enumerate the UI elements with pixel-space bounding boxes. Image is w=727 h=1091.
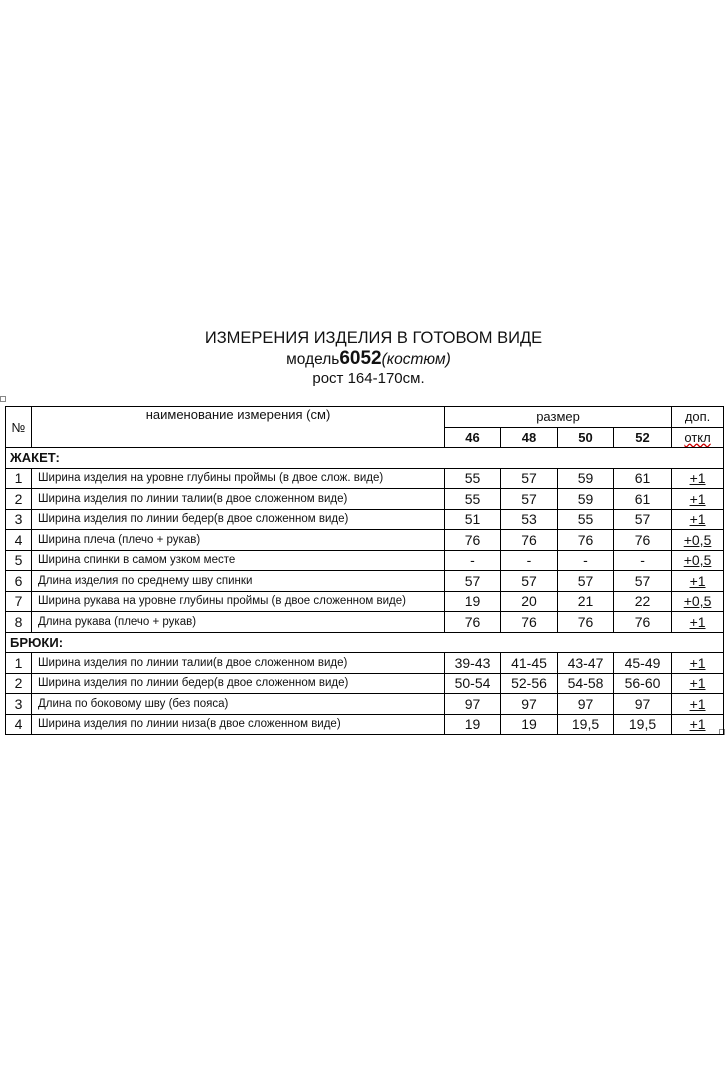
size-50-value: 55	[558, 509, 614, 530]
size-52-value: 76	[614, 612, 672, 633]
size-52-value: 97	[614, 694, 672, 715]
size-52-value: 22	[614, 591, 672, 612]
tolerance-cell	[672, 530, 724, 551]
size-50-value: 76	[558, 530, 614, 551]
row-number: 7	[6, 591, 32, 612]
table-row	[6, 550, 724, 571]
header-row	[6, 407, 724, 428]
tolerance-value: +1	[689, 511, 706, 528]
model-number: 6052	[339, 348, 382, 369]
size-50-value: -	[558, 550, 614, 571]
section-header-row	[6, 448, 724, 469]
measurement-name: Ширина изделия на уровне глубины проймы (в двое слож. виде)	[32, 468, 445, 489]
row-number: 2	[6, 489, 32, 510]
size-46-value: 76	[445, 530, 501, 551]
tolerance-value: +1	[689, 675, 706, 692]
tolerance-value: +1	[689, 716, 706, 733]
size-46-header: 46	[445, 427, 501, 448]
size-50-value: 76	[558, 612, 614, 633]
tolerance-cell	[672, 509, 724, 530]
tolerance-cell	[672, 489, 724, 510]
size-46-value: -	[445, 550, 501, 571]
row-number: 3	[6, 694, 32, 715]
measurement-name: Ширина изделия по линии талии(в двое сложенном виде)	[32, 653, 445, 674]
row-number: 8	[6, 612, 32, 633]
tolerance-value: +0,5	[683, 531, 712, 548]
measurement-name: Ширина изделия по линии бедер(в двое сложенном виде)	[32, 673, 445, 694]
tolerance-cell	[672, 694, 724, 715]
tolerance-cell	[672, 673, 724, 694]
section-title: БРЮКИ:	[6, 632, 724, 653]
column-header-extra: доп.	[672, 407, 724, 428]
size-52-value: 56-60	[614, 673, 672, 694]
measurement-name: Ширина изделия по линии талии(в двое сложенном виде)	[32, 489, 445, 510]
size-46-value: 19	[445, 714, 501, 735]
height-range: рост 164-170см.	[312, 370, 425, 387]
size-50-header: 50	[558, 427, 614, 448]
size-48-value: 76	[501, 530, 558, 551]
size-52-value: 61	[614, 468, 672, 489]
tolerance-value: +1	[689, 490, 706, 507]
size-48-value: 76	[501, 612, 558, 633]
tolerance-cell	[672, 653, 724, 674]
row-number: 4	[6, 714, 32, 735]
row-number: 4	[6, 530, 32, 551]
column-header-name: наименование измерения (см)	[32, 407, 445, 448]
measurement-name: Ширина спинки в самом узком месте	[32, 550, 445, 571]
section-title: ЖАКЕТ:	[6, 448, 724, 469]
model-prefix: модель	[286, 351, 340, 368]
tolerance-value: +0,5	[683, 593, 712, 610]
size-46-value: 55	[445, 468, 501, 489]
measurement-name: Длина изделия по среднему шву спинки	[32, 571, 445, 592]
tolerance-value: +1	[689, 572, 706, 589]
size-50-value: 97	[558, 694, 614, 715]
row-number: 6	[6, 571, 32, 592]
size-52-header: 52	[614, 427, 672, 448]
measurement-name: Длина рукава (плечо + рукав)	[32, 612, 445, 633]
tolerance-value: +1	[689, 695, 706, 712]
measurement-name: Длина по боковому шву (без пояса)	[32, 694, 445, 715]
size-50-value: 54-58	[558, 673, 614, 694]
size-48-header: 48	[501, 427, 558, 448]
size-48-value: 57	[501, 571, 558, 592]
size-50-value: 21	[558, 591, 614, 612]
table-row	[6, 612, 724, 633]
row-number: 1	[6, 468, 32, 489]
size-50-value: 43-47	[558, 653, 614, 674]
table-row	[6, 509, 724, 530]
row-number: 1	[6, 653, 32, 674]
tolerance-cell	[672, 591, 724, 612]
size-52-value: 45-49	[614, 653, 672, 674]
size-46-value: 57	[445, 571, 501, 592]
model-type: (костюм)	[381, 351, 451, 368]
size-52-value: 19,5	[614, 714, 672, 735]
size-52-value: 57	[614, 571, 672, 592]
measurement-name: Ширина рукава на уровне глубины проймы (в двое сложенном виде)	[32, 591, 445, 612]
size-48-value: 57	[501, 489, 558, 510]
table-row	[6, 591, 724, 612]
table-row	[6, 530, 724, 551]
tolerance-cell	[672, 550, 724, 571]
size-52-value: -	[614, 550, 672, 571]
size-48-value: 53	[501, 509, 558, 530]
table-anchor-marker	[0, 396, 6, 402]
size-48-value: 52-56	[501, 673, 558, 694]
section-header-row	[6, 632, 724, 653]
column-header-number: №	[6, 407, 32, 448]
table-row	[6, 468, 724, 489]
measurement-name: Ширина изделия по линии низа(в двое сложенном виде)	[32, 714, 445, 735]
size-50-value: 59	[558, 489, 614, 510]
measurement-name: Ширина изделия по линии бедер(в двое сложенном виде)	[32, 509, 445, 530]
table-row	[6, 673, 724, 694]
size-46-value: 97	[445, 694, 501, 715]
size-52-value: 76	[614, 530, 672, 551]
row-number: 3	[6, 509, 32, 530]
size-46-value: 76	[445, 612, 501, 633]
document-title: ИЗМЕРЕНИЯ ИЗДЕЛИЯ В ГОТОВОМ ВИДЕ	[204, 329, 543, 347]
tolerance-value: +0,5	[683, 552, 712, 569]
size-52-value: 57	[614, 509, 672, 530]
tolerance-cell	[672, 714, 724, 735]
size-48-value: 41-45	[501, 653, 558, 674]
row-number: 2	[6, 673, 32, 694]
row-number: 5	[6, 550, 32, 571]
tolerance-value: +1	[689, 470, 706, 487]
size-46-value: 50-54	[445, 673, 501, 694]
size-50-value: 19,5	[558, 714, 614, 735]
size-46-value: 19	[445, 591, 501, 612]
column-header-size: размер	[445, 407, 672, 428]
measurements-table	[5, 406, 724, 735]
tolerance-header-text: откл	[684, 429, 711, 445]
size-50-value: 57	[558, 571, 614, 592]
tolerance-value: +1	[689, 613, 706, 630]
tolerance-value: +1	[689, 654, 706, 671]
table-row	[6, 653, 724, 674]
tolerance-cell	[672, 612, 724, 633]
size-48-value: 57	[501, 468, 558, 489]
size-48-value: 20	[501, 591, 558, 612]
model-line	[0, 349, 727, 369]
size-46-value: 55	[445, 489, 501, 510]
column-header-extra-2	[672, 427, 724, 448]
size-48-value: 19	[501, 714, 558, 735]
size-48-value: 97	[501, 694, 558, 715]
size-52-value: 61	[614, 489, 672, 510]
tolerance-cell	[672, 468, 724, 489]
size-50-value: 59	[558, 468, 614, 489]
table-row	[6, 714, 724, 735]
document-header	[0, 328, 727, 388]
table-row	[6, 694, 724, 715]
size-46-value: 51	[445, 509, 501, 530]
table-row	[6, 489, 724, 510]
measurement-name: Ширина плеча (плечо + рукав)	[32, 530, 445, 551]
size-48-value: -	[501, 550, 558, 571]
tolerance-cell	[672, 571, 724, 592]
table-row	[6, 571, 724, 592]
size-46-value: 39-43	[445, 653, 501, 674]
